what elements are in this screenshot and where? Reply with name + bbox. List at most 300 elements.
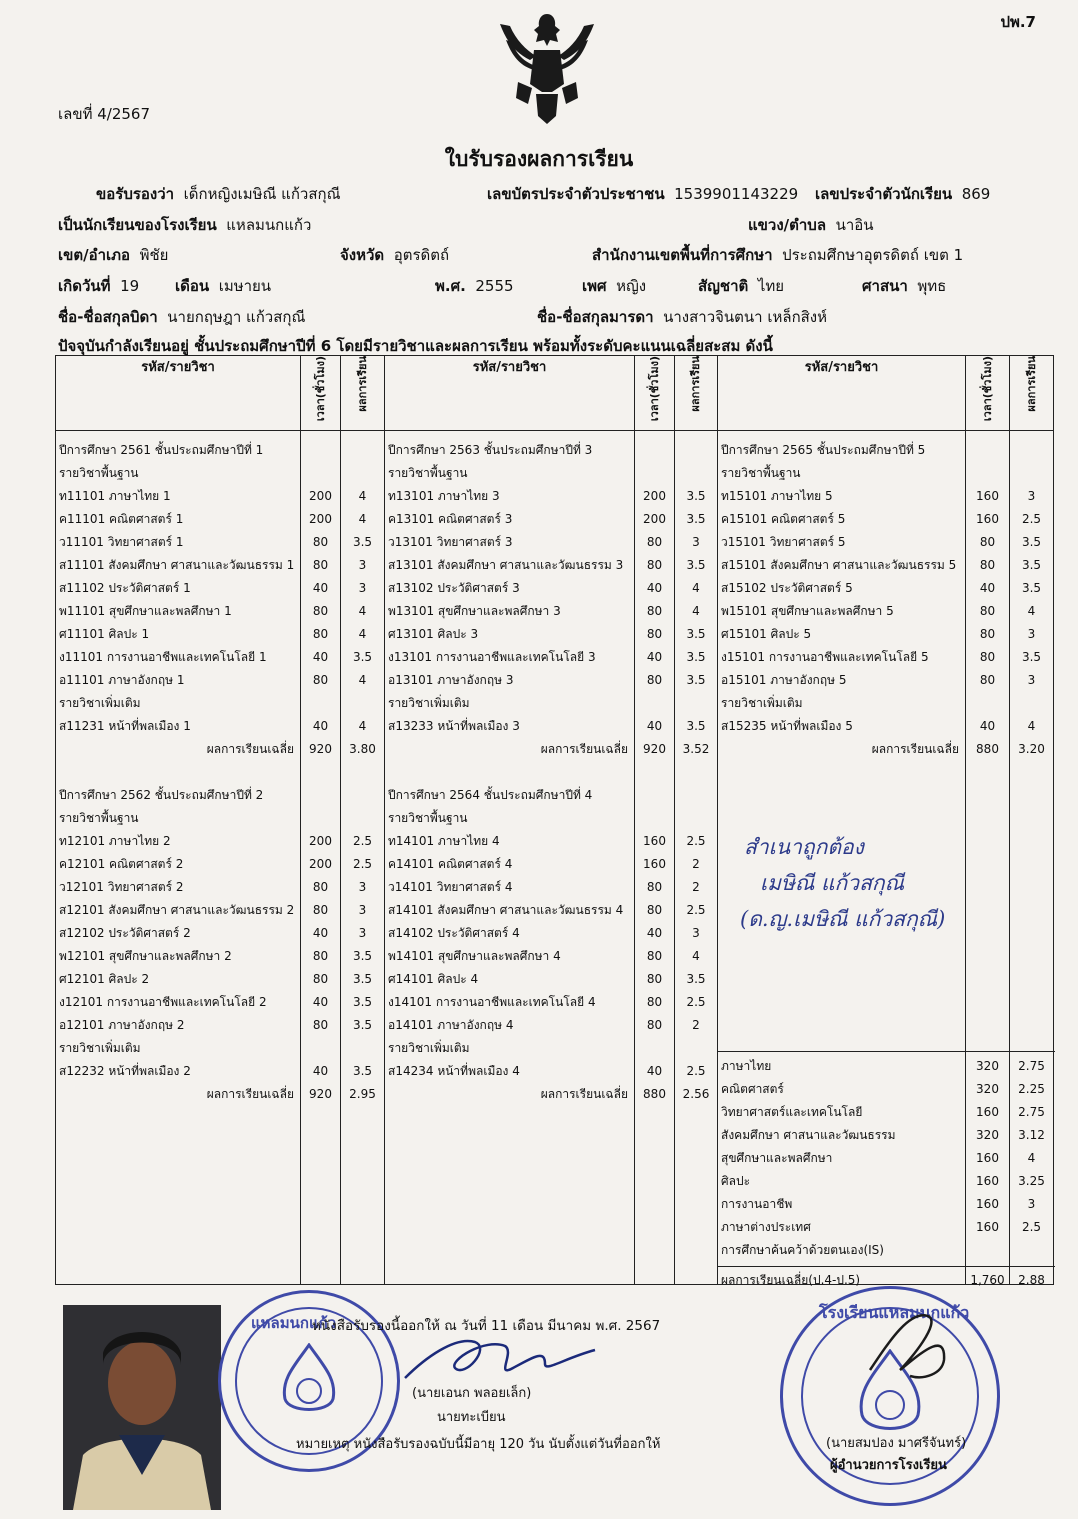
grade-cell: 3.5: [1021, 650, 1042, 664]
subject-cell: ส15101 สังคมศึกษา ศาสนาและวัฒนธรรม 5: [721, 558, 957, 572]
grade-cell: 2.75: [1018, 1059, 1045, 1073]
subject-cell: สุขศึกษาและพลศึกษา: [721, 1151, 833, 1165]
subject-cell: ปีการศึกษา 2564 ชั้นประถมศึกษาปีที่ 4: [388, 788, 593, 802]
subject-cell: คณิตศาสตร์: [721, 1082, 784, 1096]
col1-hours-header: เวลา(ชั่วโมง): [313, 356, 327, 422]
hours-cell: 40: [646, 1064, 663, 1078]
grade-cell: 2.25: [1018, 1082, 1045, 1096]
hours-cell: 80: [646, 627, 663, 641]
grade-cell: 3.25: [1018, 1174, 1045, 1188]
certify-line: ขอรับรองว่า เด็กหญิงเมษิณี แก้วสกุณี: [96, 185, 341, 203]
grade-cell: [1010, 439, 1053, 462]
grade-cell: 2.75: [1018, 1105, 1045, 1119]
grade-cell: [341, 462, 384, 485]
subject-cell: รายวิชาพื้นฐาน: [59, 811, 139, 825]
hours-cell: 40: [312, 1064, 329, 1078]
hours-cell: [301, 761, 340, 784]
subject-cell: ท14101 ภาษาไทย 4: [388, 834, 500, 848]
subject-cell: ว14101 วิทยาศาสตร์ 4: [388, 880, 513, 894]
grade-cell: 4: [692, 949, 700, 963]
subject-cell: ง13101 การงานอาชีพและเทคโนโลยี 3: [388, 650, 596, 664]
subject-cell: ส15102 ประวัติศาสตร์ 5: [721, 581, 853, 595]
student-number-line: เลขประจำตัวนักเรียน 869: [815, 185, 991, 203]
grade-cell: 2.5: [686, 1064, 706, 1078]
subject-cell: พ13101 สุขศึกษาและพลศึกษา 3: [388, 604, 561, 618]
grade-cell: 3: [358, 903, 367, 917]
subject-cell: อ14101 ภาษาอังกฤษ 4: [388, 1018, 514, 1032]
hours-cell: [635, 439, 674, 462]
subject-cell: ส12102 ประวัติศาสตร์ 2: [59, 926, 191, 940]
hours-cell: 920: [309, 1087, 332, 1101]
hours-cell: [635, 784, 674, 807]
subject-cell: ท11101 ภาษาไทย 1: [59, 489, 171, 503]
subject-cell: ง11101 การงานอาชีพและเทคโนโลยี 1: [59, 650, 267, 664]
religion-line: ศาสนา พุทธ: [862, 277, 947, 295]
grade-cell: [675, 1037, 717, 1060]
hours-cell: 80: [646, 604, 663, 618]
subject-cell: ส14102 ประวัติศาสตร์ 4: [388, 926, 520, 940]
grade-cell: 3.80: [349, 742, 376, 756]
grade-cell: 3: [358, 880, 367, 894]
grade-cell: 3: [1027, 627, 1036, 641]
hours-cell: 80: [312, 627, 329, 641]
hours-cell: 80: [979, 627, 996, 641]
hours-cell: 880: [976, 742, 999, 756]
subject-cell: รายวิชาเพิ่มเติม: [388, 1041, 470, 1055]
hours-cell: [966, 439, 1009, 462]
col3-subject-header: รหัส/รายวิชา: [718, 356, 966, 431]
hours-cell: 200: [643, 489, 666, 503]
school-seal-right: โรงเรียนแหลมนกแก้ว: [780, 1286, 1000, 1506]
hours-cell: [966, 692, 1009, 715]
grade-cell: 4: [1027, 719, 1036, 733]
grade-cell: 4: [1027, 1151, 1036, 1165]
grade-cell: 4: [358, 673, 367, 687]
grade-cell: 3.5: [352, 995, 373, 1009]
hours-cell: [301, 784, 340, 807]
subject-cell: ว15101 วิทยาศาสตร์ 5: [721, 535, 846, 549]
subject-cell: ปีการศึกษา 2565 ชั้นประถมศึกษาปีที่ 5: [721, 443, 926, 457]
subject-cell: ท13101 ภาษาไทย 3: [388, 489, 500, 503]
hours-cell: [635, 692, 674, 715]
subject-cell: ส11102 ประวัติศาสตร์ 1: [59, 581, 191, 595]
grade-cell: 4: [358, 627, 367, 641]
subject-cell: ส12232 หน้าที่พลเมือง 2: [59, 1064, 191, 1078]
subject-cell: ส14234 หน้าที่พลเมือง 4: [388, 1064, 520, 1078]
subject-cell: สังคมศึกษา ศาสนาและวัฒนธรรม: [721, 1128, 896, 1142]
grade-cell: 2: [692, 1018, 700, 1032]
grade-cell: 3.5: [352, 1064, 373, 1078]
form-code: ปพ.7: [1000, 13, 1036, 31]
document-number: เลขที่ 4/2567: [58, 105, 150, 123]
hours-cell: 40: [312, 719, 329, 733]
grade-cell: [341, 784, 384, 807]
birth-month-line: เดือน เมษายน: [175, 277, 272, 295]
hours-cell: 320: [976, 1082, 999, 1096]
subject-cell: ว11101 วิทยาศาสตร์ 1: [59, 535, 184, 549]
subject-cell: อ11101 ภาษาอังกฤษ 1: [59, 673, 185, 687]
grade-cell: 3.5: [686, 650, 706, 664]
subject-cell: รายวิชาเพิ่มเติม: [721, 696, 803, 710]
grade-cell: [341, 692, 384, 715]
subject-cell: รายวิชาพื้นฐาน: [388, 466, 468, 480]
hours-cell: [301, 1037, 340, 1060]
subject-cell: พ11101 สุขศึกษาและพลศึกษา 1: [59, 604, 232, 618]
hours-cell: 40: [312, 581, 329, 595]
district-line: เขต/อำเภอ พิชัย: [58, 246, 169, 264]
hours-cell: 40: [646, 650, 663, 664]
grade-cell: [341, 1037, 384, 1060]
hours-cell: 40: [312, 926, 329, 940]
subject-cell: ปีการศึกษา 2561 ชั้นประถมศึกษาปีที่ 1: [59, 443, 264, 457]
grade-cell: 3: [358, 581, 367, 595]
hours-cell: [301, 807, 340, 830]
sex-line: เพศ หญิง: [582, 277, 647, 295]
summary-total-label: ผลการเรียนเฉลี่ย(ป.4-ป.5): [721, 1273, 861, 1287]
subject-cell: ส15235 หน้าที่พลเมือง 5: [721, 719, 853, 733]
col2-grades: [675, 431, 718, 1285]
father-line: ชื่อ-ชื่อสกุลบิดา นายกฤษฎา แก้วสกุณี: [58, 308, 306, 326]
hours-cell: 80: [979, 558, 996, 572]
subject-cell: ค12101 คณิตศาสตร์ 2: [59, 857, 184, 871]
grade-cell: 3.5: [686, 627, 706, 641]
grade-cell: 3.5: [1021, 581, 1042, 595]
hours-cell: 40: [312, 650, 329, 664]
hours-cell: 80: [979, 650, 996, 664]
grade-cell: 3.5: [352, 949, 373, 963]
hours-cell: 80: [312, 558, 329, 572]
hours-cell: [966, 462, 1009, 485]
grade-cell: [675, 439, 717, 462]
grade-cell: 4: [358, 604, 367, 618]
hours-cell: 80: [646, 558, 663, 572]
hours-cell: 200: [309, 512, 332, 526]
hours-cell: 80: [312, 604, 329, 618]
subject-cell: ส14101 สังคมศึกษา ศาสนาและวัฒนธรรม 4: [388, 903, 624, 917]
grade-cell: 3.5: [686, 512, 706, 526]
id-card-line: เลขบัตรประจำตัวประชาชน 1539901143229: [487, 185, 799, 203]
subject-cell: ศ14101 ศิลปะ 4: [388, 972, 479, 986]
subject-cell: ส13233 หน้าที่พลเมือง 3: [388, 719, 520, 733]
grade-cell: [675, 692, 717, 715]
hours-cell: [301, 692, 340, 715]
subject-cell: พ14101 สุขศึกษาและพลศึกษา 4: [388, 949, 561, 963]
grade-cell: 3.5: [686, 673, 706, 687]
hours-cell: 80: [312, 535, 329, 549]
grade-cell: [675, 784, 717, 807]
subject-cell: ท12101 ภาษาไทย 2: [59, 834, 171, 848]
hours-cell: 80: [312, 903, 329, 917]
grade-cell: 2.56: [682, 1087, 710, 1101]
nationality-line: สัญชาติ ไทย: [698, 277, 785, 295]
col2-hours-header: เวลา(ชั่วโมง): [647, 356, 661, 422]
subject-cell: ศ11101 ศิลปะ 1: [59, 627, 150, 641]
grade-cell: 2.5: [686, 995, 706, 1009]
grade-cell: [1010, 462, 1053, 485]
hours-cell: 920: [643, 742, 666, 756]
hours-cell: 160: [976, 1197, 999, 1211]
grade-cell: 3.5: [686, 972, 706, 986]
hours-cell: 80: [312, 880, 329, 894]
grade-cell: [341, 439, 384, 462]
hours-cell: 40: [979, 719, 996, 733]
registrar-signature: [395, 1328, 615, 1388]
subject-cell: ภาษาต่างประเทศ: [721, 1220, 811, 1234]
province-line: จังหวัด อุตรดิตถ์: [340, 246, 450, 264]
hours-cell: [301, 439, 340, 462]
hours-cell: 80: [646, 535, 663, 549]
col1-hours: [301, 431, 341, 1285]
hours-cell: 160: [976, 1174, 999, 1188]
validity-note: หมายเหตุ หนังสือรับรองฉบับนี้มีอายุ 120 วัน นับตั้งแต่วันที่ออกให้: [296, 1437, 661, 1452]
hours-cell: 40: [646, 719, 663, 733]
subject-cell: ว13101 วิทยาศาสตร์ 3: [388, 535, 513, 549]
subject-cell: พ15101 สุขศึกษาและพลศึกษา 5: [721, 604, 894, 618]
school-seal-left: แหลมนกแก้ว: [218, 1290, 400, 1472]
hours-cell: 160: [643, 857, 666, 871]
grade-cell: [675, 807, 717, 830]
hours-cell: 160: [643, 834, 666, 848]
col2-hours: [635, 431, 675, 1285]
hours-cell: [635, 807, 674, 830]
subject-cell: [56, 761, 300, 784]
registrar-title: นายทะเบียน: [437, 1410, 506, 1425]
grade-cell: 4: [358, 512, 367, 526]
hours-cell: 160: [976, 1220, 999, 1234]
student-photo: [63, 1305, 221, 1510]
subject-cell: รายวิชาเพิ่มเติม: [59, 1041, 141, 1055]
grade-cell: 3.5: [686, 719, 706, 733]
hours-cell: 80: [979, 604, 996, 618]
grade-cell: 2.5: [686, 903, 706, 917]
hours-cell: 200: [309, 489, 332, 503]
grade-cell: [341, 761, 384, 784]
subject-cell: พ12101 สุขศึกษาและพลศึกษา 2: [59, 949, 232, 963]
subject-cell: [385, 761, 634, 784]
subject-cell: ศิลปะ: [721, 1174, 751, 1188]
subject-cell: อ13101 ภาษาอังกฤษ 3: [388, 673, 514, 687]
hours-cell: 160: [976, 1105, 999, 1119]
subject-cell: รายวิชาพื้นฐาน: [388, 811, 468, 825]
hours-cell: 160: [976, 512, 999, 526]
subject-cell: การศึกษาค้นคว้าด้วยตนเอง(IS): [721, 1243, 884, 1257]
hours-cell: 200: [643, 512, 666, 526]
hours-cell: 80: [979, 535, 996, 549]
grade-cell: 4: [358, 719, 367, 733]
subject-cell: การงานอาชีพ: [721, 1197, 793, 1211]
grades-table-header: [56, 356, 1054, 431]
hours-cell: 80: [646, 1018, 663, 1032]
hours-cell: 40: [979, 581, 996, 595]
subject-cell: ปีการศึกษา 2562 ชั้นประถมศึกษาปีที่ 2: [59, 788, 264, 802]
subject-cell: ค15101 คณิตศาสตร์ 5: [721, 512, 846, 526]
subject-cell: ภาษาไทย: [721, 1059, 772, 1073]
grade-cell: 3.5: [1021, 535, 1042, 549]
grade-cell: 2: [692, 880, 700, 894]
subject-cell: ท15101 ภาษาไทย 5: [721, 489, 833, 503]
issue-date: หนังสือรับรองนี้ออกให้ ณ วันที่ 11 เดือน มีนาคม พ.ศ. 2567: [312, 1318, 661, 1334]
col2-grade-header: ผลการเรียน: [689, 356, 702, 412]
grade-cell: 3: [358, 558, 367, 572]
current-status-line: ปัจจุบันกำลังเรียนอยู่ ชั้นประถมศึกษาปีที่ 6 โดยมีรายวิชาและผลการเรียน พร้อมทั้งระดับคะแนนเฉลี่ยสะสม ดังนี้: [58, 337, 773, 355]
grade-cell: 3.5: [352, 972, 373, 986]
hours-cell: 160: [976, 1151, 999, 1165]
subject-cell: รายวิชาเพิ่มเติม: [59, 696, 141, 710]
school-line: เป็นนักเรียนของโรงเรียน แหลมนกแก้ว: [58, 216, 312, 234]
grade-cell: 3.20: [1018, 742, 1045, 756]
grade-cell: 3.5: [686, 489, 706, 503]
grade-cell: [1010, 1239, 1053, 1262]
hours-cell: 80: [312, 972, 329, 986]
summary-total-hours: 1,760: [970, 1273, 1005, 1287]
hours-cell: [301, 462, 340, 485]
average-label: ผลการเรียนเฉลี่ย: [871, 742, 959, 756]
col3-hours: [966, 431, 1010, 1285]
hours-cell: 80: [312, 673, 329, 687]
hours-cell: 80: [646, 995, 663, 1009]
grade-cell: 3.5: [686, 558, 706, 572]
registrar-name: (นายเอนก พลอยเล็ก): [412, 1386, 532, 1401]
grade-cell: 3.52: [682, 742, 710, 756]
subject-cell: ศ12101 ศิลปะ 2: [59, 972, 150, 986]
grade-cell: 2.5: [1021, 1220, 1042, 1234]
hours-cell: 80: [646, 949, 663, 963]
hours-cell: 920: [309, 742, 332, 756]
col3-hours-header: เวลา(ชั่วโมง): [980, 356, 994, 422]
subdistrict-line: แขวง/ตำบล นาอิน: [748, 216, 874, 234]
grade-cell: 4: [692, 581, 700, 595]
subject-cell: ว12101 วิทยาศาสตร์ 2: [59, 880, 184, 894]
subject-cell: ง15101 การงานอาชีพและเทคโนโลยี 5: [721, 650, 929, 664]
subject-cell: ศ15101 ศิลปะ 5: [721, 627, 812, 641]
director-name: (นายสมปอง มาศรีจันทร์): [826, 1436, 967, 1451]
subject-cell: ค13101 คณิตศาสตร์ 3: [388, 512, 513, 526]
col1-grade-header: ผลการเรียน: [355, 356, 369, 412]
hours-cell: 80: [979, 673, 996, 687]
average-label: ผลการเรียนเฉลี่ย: [206, 1087, 294, 1101]
grade-cell: 2.5: [686, 834, 706, 848]
subject-cell: ค14101 คณิตศาสตร์ 4: [388, 857, 513, 871]
school-emblem-icon: [279, 1343, 339, 1419]
col1-grades: [341, 431, 385, 1285]
grade-cell: [675, 462, 717, 485]
average-label: ผลการเรียนเฉลี่ย: [540, 1087, 628, 1101]
subject-cell: รายวิชาเพิ่มเติม: [388, 696, 470, 710]
subject-cell: ปีการศึกษา 2563 ชั้นประถมศึกษาปีที่ 3: [388, 443, 593, 457]
grade-cell: [341, 807, 384, 830]
hours-cell: 320: [976, 1059, 999, 1073]
summary-total-gpa: 2.88: [1018, 1273, 1045, 1287]
hours-cell: [966, 1239, 1009, 1262]
grade-cell: 3.12: [1018, 1128, 1045, 1142]
mother-line: ชื่อ-ชื่อสกุลมารดา นางสาวจินตนา เหล็กสิงห์: [537, 308, 828, 326]
col1-subjects: [56, 431, 301, 1285]
subject-cell: ส13102 ประวัติศาสตร์ 3: [388, 581, 520, 595]
grade-cell: 4: [358, 489, 367, 503]
grade-cell: 3: [692, 535, 700, 549]
garuda-emblem-icon: [492, 6, 602, 128]
grade-cell: 3.5: [1021, 558, 1042, 572]
subject-cell: วิทยาศาสตร์และเทคโนโลยี: [721, 1105, 863, 1119]
hours-cell: 80: [646, 903, 663, 917]
subject-cell: รายวิชาพื้นฐาน: [59, 466, 139, 480]
grade-cell: 4: [692, 604, 700, 618]
average-label: ผลการเรียนเฉลี่ย: [540, 742, 628, 756]
grade-cell: 2: [692, 857, 700, 871]
grade-cell: 3: [358, 926, 367, 940]
grades-table-body: [56, 431, 1054, 1285]
subject-cell: รายวิชาพื้นฐาน: [721, 466, 801, 480]
hours-cell: 160: [976, 489, 999, 503]
grade-cell: 3: [1027, 1197, 1036, 1211]
col3-grades: [1010, 431, 1054, 1285]
hours-cell: 80: [646, 673, 663, 687]
grade-cell: 2.95: [349, 1087, 376, 1101]
col1-subject-header: รหัส/รายวิชา: [56, 356, 301, 431]
birth-year-line: พ.ศ. 2555: [435, 277, 514, 295]
hours-cell: 320: [976, 1128, 999, 1142]
grade-cell: 2.5: [352, 857, 373, 871]
grade-cell: 3.5: [352, 535, 373, 549]
hours-cell: 40: [312, 995, 329, 1009]
subject-cell: ส12101 สังคมศึกษา ศาสนาและวัฒนธรรม 2: [59, 903, 295, 917]
hours-cell: 80: [646, 880, 663, 894]
hours-cell: [635, 761, 674, 784]
col2-subject-header: รหัส/รายวิชา: [385, 356, 635, 431]
director-signature: [850, 1300, 960, 1390]
hours-cell: 80: [646, 972, 663, 986]
education-office-line: สำนักงานเขตพื้นที่การศึกษา ประถมศึกษาอุตรดิตถ์ เขต 1: [592, 246, 964, 264]
subject-cell: ค11101 คณิตศาสตร์ 1: [59, 512, 184, 526]
grade-cell: 3: [1027, 673, 1036, 687]
grade-cell: 4: [1027, 604, 1036, 618]
birth-day-line: เกิดวันที่ 19: [58, 277, 140, 295]
certificate-title: ใบรับรองผลการเรียน: [444, 147, 634, 171]
hours-cell: 200: [309, 834, 332, 848]
grade-cell: [1010, 692, 1053, 715]
hours-cell: 40: [646, 926, 663, 940]
subject-cell: ส13101 สังคมศึกษา ศาสนาและวัฒนธรรม 3: [388, 558, 624, 572]
hours-cell: [635, 1037, 674, 1060]
subject-cell: ง14101 การงานอาชีพและเทคโนโลยี 4: [388, 995, 596, 1009]
hours-cell: 200: [309, 857, 332, 871]
subject-cell: อ12101 ภาษาอังกฤษ 2: [59, 1018, 185, 1032]
certified-true-copy-handwriting: สำเนาถูกต้อง เมษิณี แก้วสกุณี (ด.ญ.เมษิณี แก้วสกุณี): [740, 835, 946, 931]
hours-cell: 80: [312, 949, 329, 963]
col3-subjects: [718, 431, 966, 1285]
subject-cell: ง12101 การงานอาชีพและเทคโนโลยี 2: [59, 995, 267, 1009]
grade-cell: 3.5: [352, 1018, 373, 1032]
grades-table: [55, 355, 1054, 1285]
hours-cell: 40: [646, 581, 663, 595]
subject-cell: อ15101 ภาษาอังกฤษ 5: [721, 673, 847, 687]
average-label: ผลการเรียนเฉลี่ย: [206, 742, 294, 756]
subject-cell: ส11231 หน้าที่พลเมือง 1: [59, 719, 191, 733]
grade-cell: 3: [1027, 489, 1036, 503]
hours-cell: 80: [312, 1018, 329, 1032]
col2-subjects: [385, 431, 635, 1285]
grade-cell: 2.5: [352, 834, 373, 848]
hours-cell: 880: [643, 1087, 666, 1101]
col3-grade-header: ผลการเรียน: [1024, 356, 1038, 412]
grade-cell: [675, 761, 717, 784]
grade-cell: 3.5: [352, 650, 373, 664]
director-title: ผู้อำนวยการโรงเรียน: [830, 1458, 947, 1473]
subject-cell: ส11101 สังคมศึกษา ศาสนาและวัฒนธรรม 1: [59, 558, 295, 572]
subject-cell: ศ13101 ศิลปะ 3: [388, 627, 479, 641]
hours-cell: [635, 462, 674, 485]
grade-cell: 2.5: [1021, 512, 1042, 526]
